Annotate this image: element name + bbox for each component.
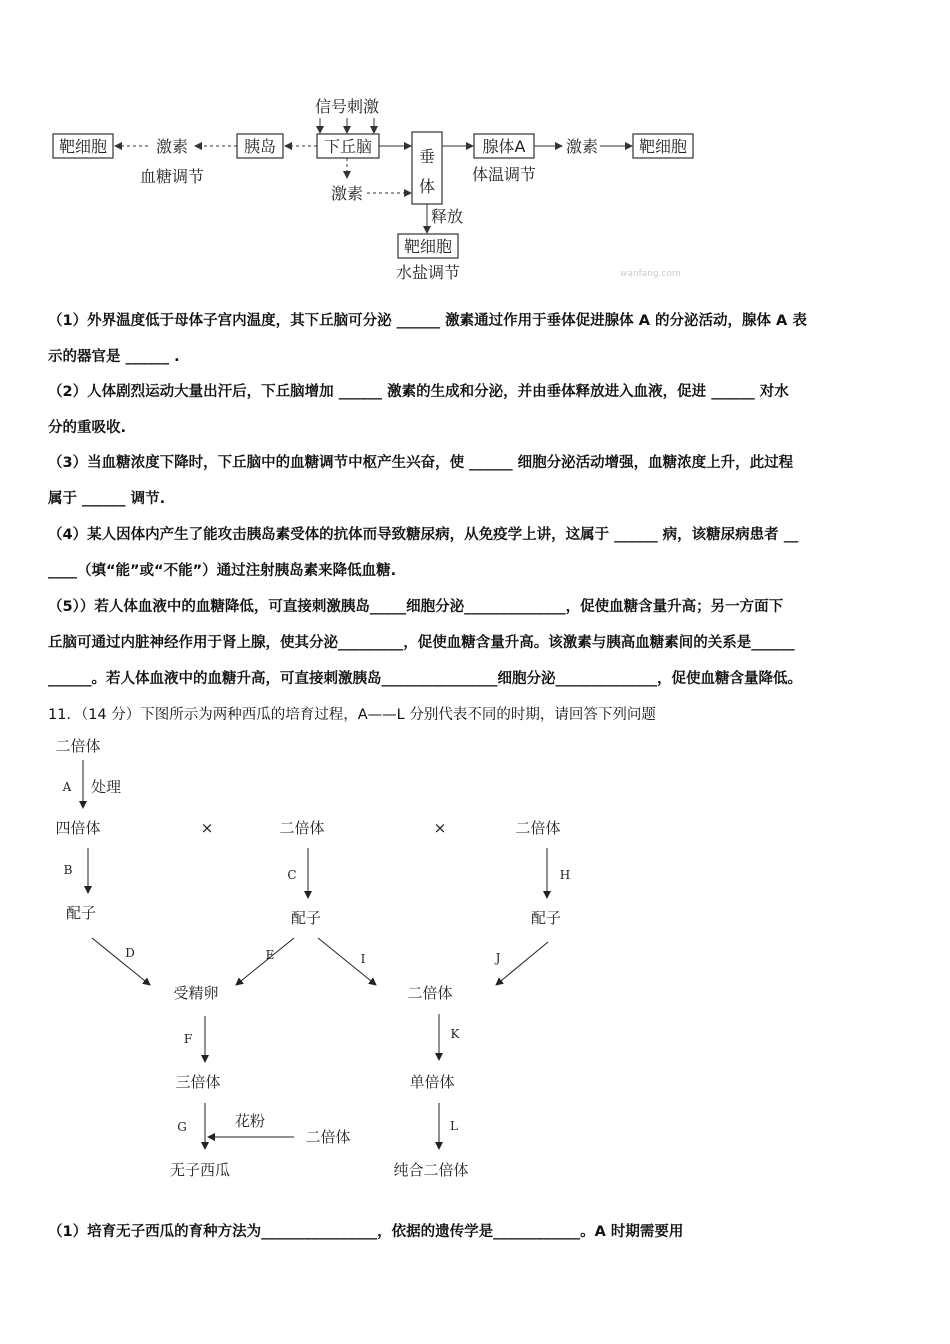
label-l: L — [450, 1119, 458, 1133]
label-d: D — [125, 946, 135, 960]
question-5-line-1: （5））若人体血液中的血糖降低，可直接刺激胰岛_____细胞分泌______________，促使血糖含量升高；另一方面下 — [48, 599, 784, 615]
gamete-middle: 配子 — [290, 909, 322, 927]
question-2-line-2: 分的重吸收. — [48, 420, 127, 436]
label-f: F — [183, 1032, 193, 1046]
question-4 — [48, 517, 910, 589]
treatment-label: 处理 — [90, 778, 122, 796]
target-cell-bottom: 靶细胞 — [403, 237, 453, 256]
label-b: B — [63, 863, 73, 877]
pituitary-char-2: 体 — [418, 177, 436, 196]
hormone-left: 激素 — [155, 137, 189, 156]
question-5-line-2: 丘脑可通过内脏神经作用于肾上腺，使其分泌_________，促使血糖含量升高。该激素与胰高血糖素间的关系是______ — [48, 635, 795, 651]
label-i: I — [360, 952, 366, 966]
diploid-top: 二倍体 — [55, 737, 101, 755]
pure-diploid: 纯合二倍体 — [393, 1161, 469, 1179]
cross-2: × — [433, 819, 447, 837]
watermark: wanfang.com — [620, 269, 681, 279]
label-k: K — [450, 1027, 460, 1041]
question-4-line-2: ____（填“能”或“不能”）通过注射胰岛素来降低血糖. — [48, 563, 397, 579]
hormone-middle: 激素 — [330, 184, 364, 203]
hormone-right: 激素 — [565, 137, 599, 156]
question-4-line-1: （4）某人因体内产生了能攻击胰岛素受体的抗体而导致糖尿病，从免疫学上讲，这属于 ______ 病，该糖尿病患者 __ — [48, 527, 799, 543]
watermelon-breeding-diagram — [0, 720, 950, 1200]
label-j: J — [495, 951, 501, 965]
pituitary-char-1: 垂 — [418, 147, 436, 166]
diploid-middle: 二倍体 — [279, 819, 325, 837]
label-e: E — [265, 948, 275, 962]
release-label: 释放 — [430, 207, 464, 226]
pancreas-islet-box: 胰岛 — [243, 137, 277, 156]
diploid-right: 二倍体 — [515, 819, 561, 837]
question-5 — [48, 589, 910, 697]
question-5-line-3: ______。若人体血液中的血糖升高，可直接刺激胰岛________________细胞分泌______________，促使血糖含量降低。 — [48, 671, 802, 687]
diploid-lower: 二倍体 — [407, 984, 453, 1002]
question-11-sub-1: （1）培育无子西瓜的育种方法为________________，依据的遗传学是____________。A 时期需要用 — [48, 1224, 684, 1240]
cross-1: × — [200, 819, 214, 837]
seedless-watermelon: 无子西瓜 — [169, 1161, 231, 1179]
triploid: 三倍体 — [175, 1073, 221, 1091]
question-3-line-1: （3）当血糖浓度下降时，下丘脑中的血糖调节中枢产生兴奋，使 ______ 细胞分泌活动增强，血糖浓度上升，此过程 — [48, 455, 794, 471]
gland-a-box: 腺体A — [482, 137, 526, 156]
question-3-line-2: 属于 ______ 调节. — [48, 491, 166, 507]
target-cell-left: 靶细胞 — [58, 137, 108, 156]
zygote: 受精卵 — [173, 984, 219, 1002]
question-11-title: 11．（14 分）下图所示为两种西瓜的培育过程，A——L 分别代表不同的时期，请回答下列问题 — [48, 707, 656, 723]
label-g: G — [177, 1120, 187, 1134]
haploid: 单倍体 — [409, 1073, 455, 1091]
diploid-pollen-source: 二倍体 — [305, 1128, 351, 1146]
tetraploid: 四倍体 — [55, 819, 101, 837]
water-salt-label: 水盐调节 — [395, 263, 461, 282]
label-h: H — [559, 868, 571, 882]
target-cell-right: 靶细胞 — [638, 137, 688, 156]
question-2-line-1: （2）人体剧烈运动大量出汗后，下丘脑增加 ______ 激素的生成和分泌，并由垂体释放进入血液，促进 ______ 对水 — [48, 384, 789, 400]
signal-stimulus: 信号刺激 — [314, 97, 380, 116]
pollen-label: 花粉 — [234, 1112, 266, 1130]
blood-sugar-label: 血糖调节 — [139, 167, 205, 186]
gamete-right: 配子 — [530, 909, 562, 927]
label-a: A — [62, 780, 72, 794]
hormone-regulation-diagram — [0, 0, 950, 300]
question-1 — [48, 303, 910, 375]
question-1-line-1: （1）外界温度低于母体子宫内温度，其下丘脑可分泌 ______ 激素通过作用于垂体促进腺体 A 的分泌活动，腺体 A 表 — [48, 313, 807, 329]
hypothalamus-box: 下丘脑 — [323, 137, 373, 156]
question-3 — [48, 445, 910, 517]
label-c: C — [287, 868, 297, 882]
question-1-line-2: 示的器官是 ______ . — [48, 349, 180, 365]
gamete-left: 配子 — [65, 904, 97, 922]
question-2 — [48, 374, 910, 446]
temperature-label: 体温调节 — [471, 165, 537, 184]
